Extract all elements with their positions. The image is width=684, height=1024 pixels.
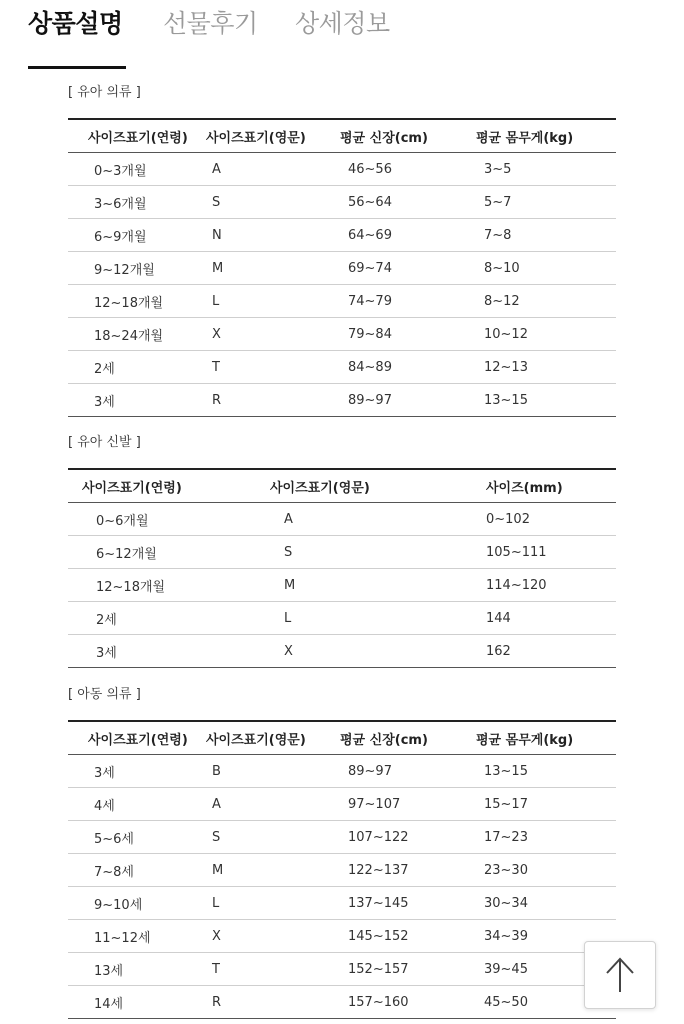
tab-details[interactable]: 상세정보 — [295, 9, 390, 38]
table-cell: 12~18개월 — [94, 295, 164, 311]
table-cell: 3~5 — [484, 161, 512, 177]
table-cell: 5~6세 — [94, 831, 134, 847]
table-row — [68, 887, 616, 920]
table-cell: A — [212, 796, 221, 812]
table-cell: 18~24개월 — [94, 328, 164, 344]
table-cell: 8~10 — [484, 260, 520, 276]
table-row — [68, 384, 616, 417]
table-cell: X — [212, 326, 221, 342]
table-cell: 14세 — [94, 996, 124, 1012]
table-cell: 15~17 — [484, 796, 528, 812]
table-cell: X — [284, 643, 293, 659]
infant-clothing-table — [68, 118, 616, 417]
table-cell: M — [284, 577, 296, 593]
table-row — [68, 569, 616, 602]
table-cell: L — [212, 895, 220, 911]
table-cell: 2세 — [96, 612, 117, 628]
table-cell: L — [212, 293, 220, 309]
table-cell: A — [284, 511, 293, 527]
table-cell: 11~12세 — [94, 930, 151, 946]
table-row — [68, 153, 616, 186]
table-row — [68, 854, 616, 887]
table-cell: R — [212, 994, 222, 1010]
table-cell: 12~13 — [484, 359, 528, 375]
table-header-row — [68, 119, 616, 153]
table-row — [68, 920, 616, 953]
table-cell: 56~64 — [348, 194, 392, 210]
table-cell: 13~15 — [484, 392, 528, 408]
infant-shoes-section — [68, 428, 616, 668]
table-row — [68, 755, 616, 788]
table-cell: 13~15 — [484, 763, 528, 779]
table-cell: S — [284, 544, 293, 560]
table-header-row — [68, 721, 616, 755]
table-cell: 145~152 — [348, 928, 409, 944]
table-row — [68, 186, 616, 219]
section-title: [ 유아 의류 ] — [68, 85, 141, 100]
table-row — [68, 788, 616, 821]
table-cell: 30~34 — [484, 895, 528, 911]
table-row — [68, 986, 616, 1019]
table-cell: 3세 — [94, 394, 115, 410]
table-cell: 114~120 — [486, 577, 547, 593]
table-cell: 3세 — [94, 765, 115, 781]
column-header: 사이즈표기(영문) — [270, 480, 370, 496]
table-cell: 6~12개월 — [96, 546, 157, 562]
table-cell: 137~145 — [348, 895, 409, 911]
table-cell: 13세 — [94, 963, 124, 979]
table-cell: 7~8 — [484, 227, 512, 243]
table-cell: 3세 — [96, 645, 117, 661]
section-title: [ 아동 의류 ] — [68, 687, 141, 702]
active-tab-indicator — [28, 66, 126, 69]
table-cell: M — [212, 260, 224, 276]
table-cell: T — [212, 961, 220, 977]
table-cell: 0~6개월 — [96, 513, 149, 529]
column-header: 사이즈표기(연령) — [82, 480, 182, 496]
table-cell: 152~157 — [348, 961, 409, 977]
table-cell: 46~56 — [348, 161, 392, 177]
column-header: 사이즈표기(영문) — [206, 130, 306, 146]
table-cell: 34~39 — [484, 928, 528, 944]
column-header: 사이즈(mm) — [486, 480, 563, 496]
table-cell: A — [212, 161, 221, 177]
table-cell: 105~111 — [486, 544, 547, 560]
section-title: [ 유아 신발 ] — [68, 435, 141, 450]
table-cell: S — [212, 829, 221, 845]
table-cell: N — [212, 227, 222, 243]
table-cell: 12~18개월 — [96, 579, 166, 595]
infant-clothing-section — [68, 78, 616, 417]
kids-clothing-section — [68, 680, 616, 1019]
table-cell: 74~79 — [348, 293, 392, 309]
scroll-to-top-button[interactable] — [584, 941, 656, 1009]
table-cell: 157~160 — [348, 994, 409, 1010]
table-cell: 0~3개월 — [94, 163, 147, 179]
column-header: 사이즈표기(영문) — [206, 732, 306, 748]
column-header: 평균 신장(cm) — [340, 732, 428, 748]
arrow-up-icon — [605, 956, 635, 994]
table-row — [68, 285, 616, 318]
table-cell: B — [212, 763, 221, 779]
table-cell: 4세 — [94, 798, 115, 814]
column-header: 평균 몸무게(kg) — [476, 130, 574, 146]
kids-clothing-table — [68, 720, 616, 1019]
table-cell: 7~8세 — [94, 864, 134, 880]
table-cell: 84~89 — [348, 359, 392, 375]
table-cell: 5~7 — [484, 194, 512, 210]
table-row — [68, 318, 616, 351]
table-cell: S — [212, 194, 221, 210]
table-header-row — [68, 469, 616, 503]
table-cell: 162 — [486, 643, 511, 659]
table-cell: M — [212, 862, 224, 878]
table-cell: 122~137 — [348, 862, 409, 878]
table-cell: 69~74 — [348, 260, 392, 276]
column-header: 사이즈표기(연령) — [88, 732, 188, 748]
table-cell: 3~6개월 — [94, 196, 147, 212]
table-row — [68, 821, 616, 854]
table-cell: 144 — [486, 610, 511, 626]
table-cell: R — [212, 392, 222, 408]
table-cell: 64~69 — [348, 227, 392, 243]
table-row — [68, 602, 616, 635]
table-cell: 9~10세 — [94, 897, 143, 913]
table-row — [68, 635, 616, 668]
table-cell: 10~12 — [484, 326, 528, 342]
table-cell: 6~9개월 — [94, 229, 147, 245]
tab-product-description[interactable]: 상품설명 — [28, 9, 123, 38]
table-cell: X — [212, 928, 221, 944]
table-row — [68, 536, 616, 569]
table-cell: 17~23 — [484, 829, 528, 845]
table-row — [68, 219, 616, 252]
table-cell: 9~12개월 — [94, 262, 155, 278]
table-row — [68, 503, 616, 536]
infant-shoes-table — [68, 468, 616, 668]
table-cell: 8~12 — [484, 293, 520, 309]
table-cell: 89~97 — [348, 763, 392, 779]
table-cell: 0~102 — [486, 511, 530, 527]
table-row — [68, 953, 616, 986]
table-cell: 79~84 — [348, 326, 392, 342]
table-cell: 2세 — [94, 361, 115, 377]
table-cell: 97~107 — [348, 796, 401, 812]
column-header: 평균 몸무게(kg) — [476, 732, 574, 748]
column-header: 사이즈표기(연령) — [88, 130, 188, 146]
table-cell: 23~30 — [484, 862, 528, 878]
table-cell: L — [284, 610, 292, 626]
tab-gift-reviews[interactable]: 선물후기 — [163, 9, 258, 38]
table-row — [68, 252, 616, 285]
table-cell: 89~97 — [348, 392, 392, 408]
table-row — [68, 351, 616, 384]
table-cell: 45~50 — [484, 994, 528, 1010]
table-cell: T — [212, 359, 220, 375]
column-header: 평균 신장(cm) — [340, 130, 428, 146]
table-cell: 107~122 — [348, 829, 409, 845]
tab-bar — [28, 0, 448, 70]
table-cell: 39~45 — [484, 961, 528, 977]
